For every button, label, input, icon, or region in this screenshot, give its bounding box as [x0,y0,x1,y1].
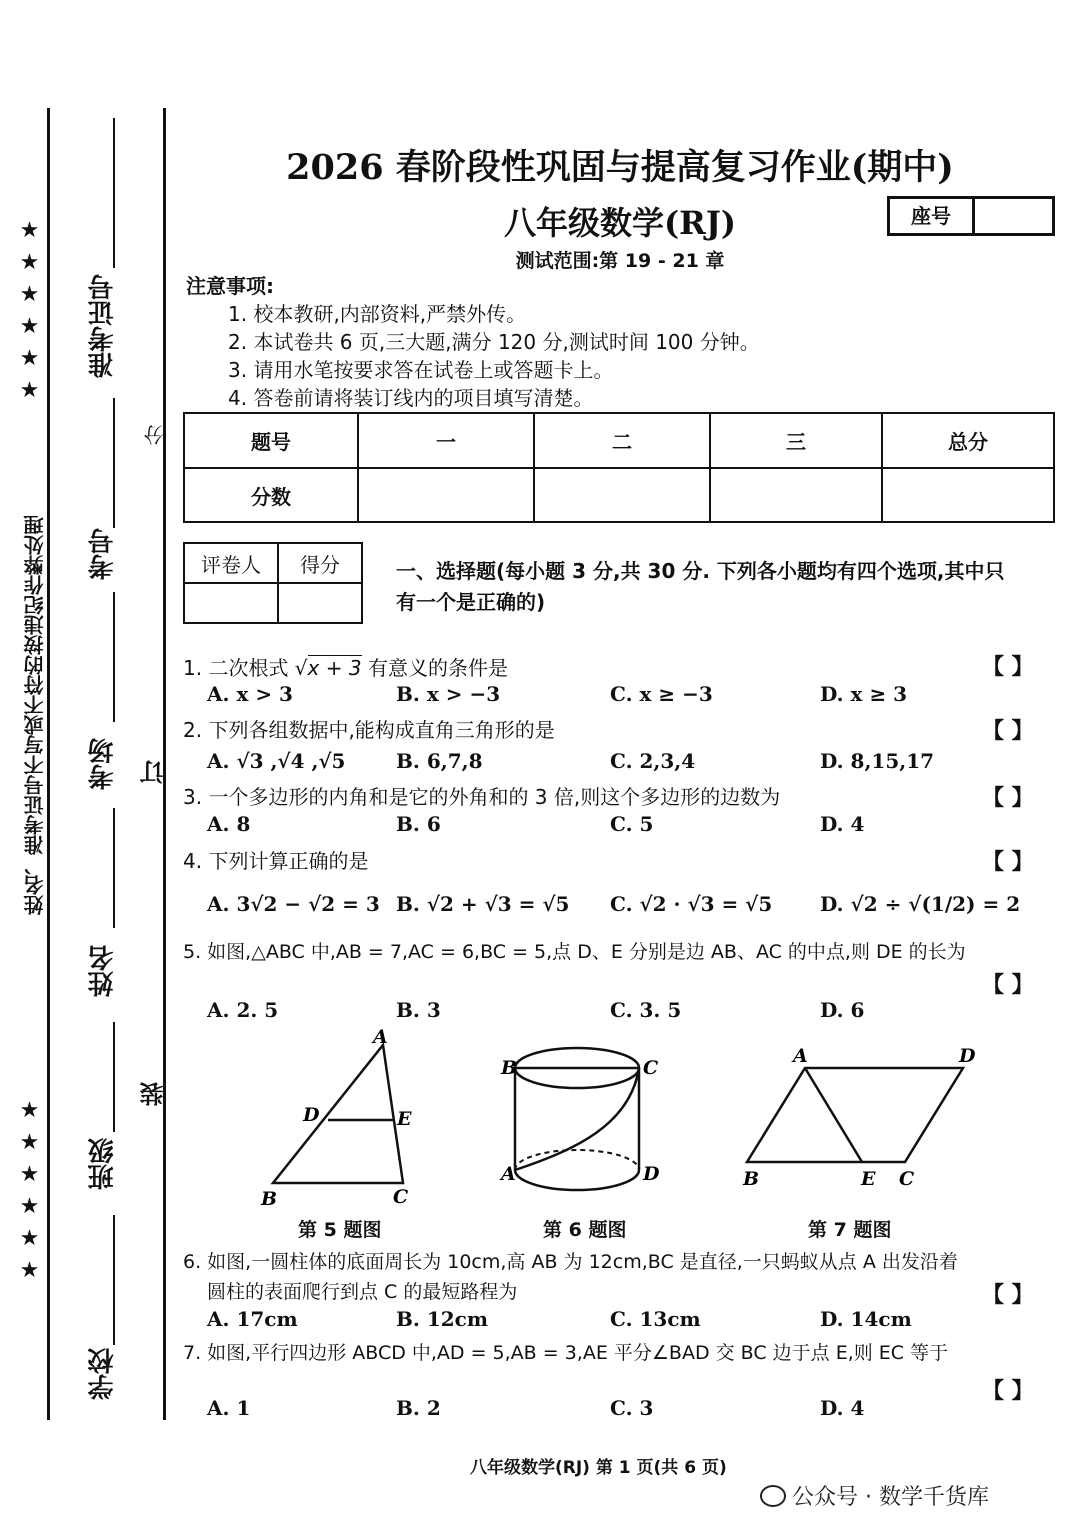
answer-bracket[interactable]: 【 】 [982,655,1034,680]
notice-item: 1. 校本教研,内部资料,严禁外传。 [228,302,527,326]
watermark-text: 公众号 · 数学千货库 [792,1485,989,1510]
option-b[interactable]: B. 6 [396,812,441,836]
watermark [760,1480,989,1511]
option-c[interactable]: C. x ≥ −3 [610,682,713,706]
seat-number-box[interactable] [887,196,1055,236]
answer-bracket[interactable]: 【 】 [982,719,1034,744]
exam-subtitle: 八年级数学(RJ) [503,204,737,242]
q1-stem-post: 有意义的条件是 [361,656,508,680]
point-label-e: E [861,1168,876,1190]
notice-heading: 注意事项: [186,274,274,298]
option-b[interactable]: B. x > −3 [396,682,501,706]
q1-stem-pre: 1. 二次根式 [183,656,295,680]
answer-bracket[interactable]: 【 】 [982,973,1034,998]
score-table [183,412,1055,523]
point-label-e: E [397,1108,412,1130]
section1-line2: 有一个是正确的) [396,590,546,614]
point-label-b: B [743,1168,760,1190]
question-6-stem-cont: 圆柱的表面爬行到点 C 的最短路程为 [207,1281,518,1303]
question-5-stem: 5. 如图,△ABC 中,AB = 7,AC = 6,BC = 5,点 D、E 分别是边 AB、AC 的中点,则 DE 的长为 [183,941,966,963]
field-school: 学校 [88,1348,118,1400]
field-class: 班级 [88,1138,118,1190]
score-header: 题号 [184,413,358,468]
question-6-stem: 6. 如图,一圆柱体的底面周长为 10cm,高 AB 为 12cm,BC 是直径,一只蚂蚁从点 A 出发沿着 [183,1251,958,1273]
point-label-c: C [393,1186,409,1208]
question-2-stem: 2. 下列各组数据中,能构成直角三角形的是 [183,718,555,742]
field-line-5 [113,1022,115,1132]
field-exam-number: 考号 [88,528,118,580]
option-c[interactable]: C. √2 · √3 = √5 [610,892,773,916]
notice-item: 3. 请用水笔按要求答在试卷上或答题卡上。 [228,358,614,382]
section1-line1: 一、选择题(每小题 3 分,共 30 分. 下列各小题均有四个选项,其中只 [396,559,1005,583]
score-header: 三 [710,413,882,468]
option-c[interactable]: C. 2,3,4 [610,749,696,773]
exam-scope: 测试范围:第 19 - 21 章 [515,250,725,272]
option-a[interactable]: A. 3√2 − √2 = 3 [207,892,380,916]
field-name: 姓名 [88,945,118,997]
question-7-stem: 7. 如图,平行四边形 ABCD 中,AD = 5,AB = 3,AE 平分∠BAD 交 BC 边于点 E,则 EC 等于 [183,1342,949,1364]
point-label-a: A [373,1026,388,1048]
figure-5 [255,1025,435,1215]
field-line-6 [113,1215,115,1345]
score-cell[interactable] [710,468,882,522]
triangle-abc [273,1045,403,1183]
top-stars: ★ ★ ★ ★ ★ ★ [17,218,42,403]
option-a[interactable]: A. 2. 5 [207,998,279,1022]
score-cell[interactable] [882,468,1054,522]
option-d[interactable]: D. √2 ÷ √(1/2) = 2 [820,892,1021,916]
option-c[interactable]: C. 3 [610,1396,654,1420]
point-label-a: A [501,1163,516,1185]
question-3-stem: 3. 一个多边形的内角和是它的外角和的 3 倍,则这个多边形的边数为 [183,785,781,809]
option-c[interactable]: C. 5 [610,812,654,836]
score-header: 一 [358,413,534,468]
notice-block [186,272,760,412]
answer-bracket[interactable]: 【 】 [982,1283,1034,1308]
option-d[interactable]: D. 8,15,17 [820,749,935,773]
cylinder-bottom-back [515,1150,639,1170]
grader-cell[interactable] [184,583,278,623]
grader-cell[interactable] [278,583,362,623]
option-b[interactable]: B. 3 [396,998,441,1022]
option-c[interactable]: C. 3. 5 [610,998,682,1022]
point-label-c: C [643,1057,659,1079]
score-header: 二 [534,413,710,468]
figure-6-caption: 第 6 题图 [543,1219,627,1241]
option-d[interactable]: D. 4 [820,1396,865,1420]
question-4-stem: 4. 下列计算正确的是 [183,849,369,873]
score-cell[interactable] [534,468,710,522]
field-line-4 [113,808,115,928]
option-b[interactable]: B. √2 + √3 = √5 [396,892,570,916]
exam-title: 2026 春阶段性巩固与提高复习作业(期中) [286,147,954,188]
option-a[interactable]: A. 8 [207,812,251,836]
sqrt-symbol: √ [294,656,308,680]
field-line-1 [113,118,115,268]
parallelogram-abcd [747,1068,963,1162]
option-a[interactable]: A. 17cm [207,1307,298,1331]
wechat-icon [760,1485,786,1507]
seat-number-label: 座号 [890,199,975,233]
figure-7-caption: 第 7 题图 [808,1219,892,1241]
score-cell[interactable] [358,468,534,522]
option-d[interactable]: D. x ≥ 3 [820,682,908,706]
point-label-d: D [643,1163,660,1185]
section1-heading [396,556,1005,618]
grader-table [183,542,363,624]
point-label-b: B [501,1057,518,1079]
notice-item: 2. 本试卷共 6 页,三大题,满分 120 分,测试时间 100 分钟。 [228,330,760,354]
point-label-c: C [899,1168,915,1190]
mark-ding: 订 [140,760,168,784]
point-label-a: A [793,1045,808,1067]
field-line-2 [113,398,115,528]
mark-fen: 分 [143,425,167,445]
option-b[interactable]: B. 12cm [396,1307,489,1331]
field-exam-id: 准考证号 [88,274,118,378]
point-label-b: B [261,1188,278,1210]
grader-header: 得分 [278,543,362,583]
point-label-d: D [959,1045,976,1067]
figure-6 [495,1040,670,1195]
figure-5-caption: 第 5 题图 [298,1219,382,1241]
option-a[interactable]: A. x > 3 [207,682,293,706]
q1-radicand: x + 3 [307,656,362,680]
option-b[interactable]: B. 6,7,8 [396,749,483,773]
option-c[interactable]: C. 13cm [610,1307,701,1331]
answer-bracket[interactable]: 【 】 [982,786,1034,811]
notice-item: 4. 答卷前请将装订线内的项目填写清楚。 [228,386,594,410]
score-header: 总分 [882,413,1054,468]
field-line-3 [113,592,115,722]
field-exam-room: 考场 [88,738,118,790]
answer-bracket[interactable]: 【 】 [982,850,1034,875]
mark-zhuang: 装 [140,1082,168,1106]
binding-warning: 姓名、准考证号不写或不符的按违纪作弊处理 [23,515,47,915]
option-a[interactable]: A. 1 [207,1396,251,1420]
score-row-label: 分数 [184,468,358,522]
option-d[interactable]: D. 14cm [820,1307,912,1331]
figure-7 [735,1040,990,1195]
option-d[interactable]: D. 4 [820,812,865,836]
question-1-stem [183,652,508,681]
option-b[interactable]: B. 2 [396,1396,441,1420]
option-a[interactable]: A. √3 ,√4 ,√5 [207,749,346,773]
option-d[interactable]: D. 6 [820,998,865,1022]
segment-ae [805,1068,862,1162]
bottom-stars: ★ ★ ★ ★ ★ ★ [17,1098,42,1283]
page-footer: 八年级数学(RJ) 第 1 页(共 6 页) [470,1458,727,1478]
answer-bracket[interactable]: 【 】 [982,1379,1034,1404]
point-label-d: D [303,1104,320,1126]
cylinder-bottom-front [515,1170,639,1190]
grader-header: 评卷人 [184,543,278,583]
